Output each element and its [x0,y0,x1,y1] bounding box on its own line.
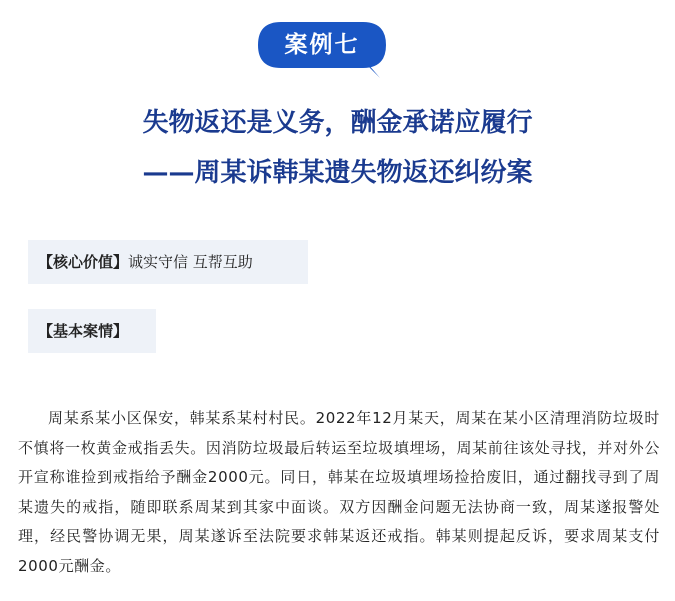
core-value-heading: 【核心价值】 [38,253,129,271]
case-facts-paragraph: 周某系某小区保安，韩某系某村村民。2022年12月某天，周某在某小区清理消防垃圾时不慎将一枚黄金戒指丢失。因消防垃圾最后转运至垃圾填埋场，周某前往该处寻找，并对外公开宣称谁捡到戒指给予酬金2000元。同日，韩某在垃圾填埋场捡拾废旧，通过翻找寻到了周某遗失的戒指，随即联系周某到其家中面谈。双方因酬金问题无法协商一致，周某遂报警处理，经民警协调无果，周某遂诉至法院要求韩某返还戒指。韩某则提起反诉，要求周某支付2000元酬金。 [18,409,660,575]
page-title: 失物返还是义务，酬金承诺应履行 [142,108,533,138]
case-badge-label: 案例七 [284,31,360,58]
core-value-text: 诚实守信 互帮互助 [128,253,253,271]
basic-facts-heading: 【基本案情】 [38,322,129,340]
core-value-box [28,240,308,284]
page-subtitle: ——周某诉韩某遗失物返还纠纷案 [142,158,533,188]
basic-facts-box [28,309,156,353]
case-badge [256,20,388,76]
